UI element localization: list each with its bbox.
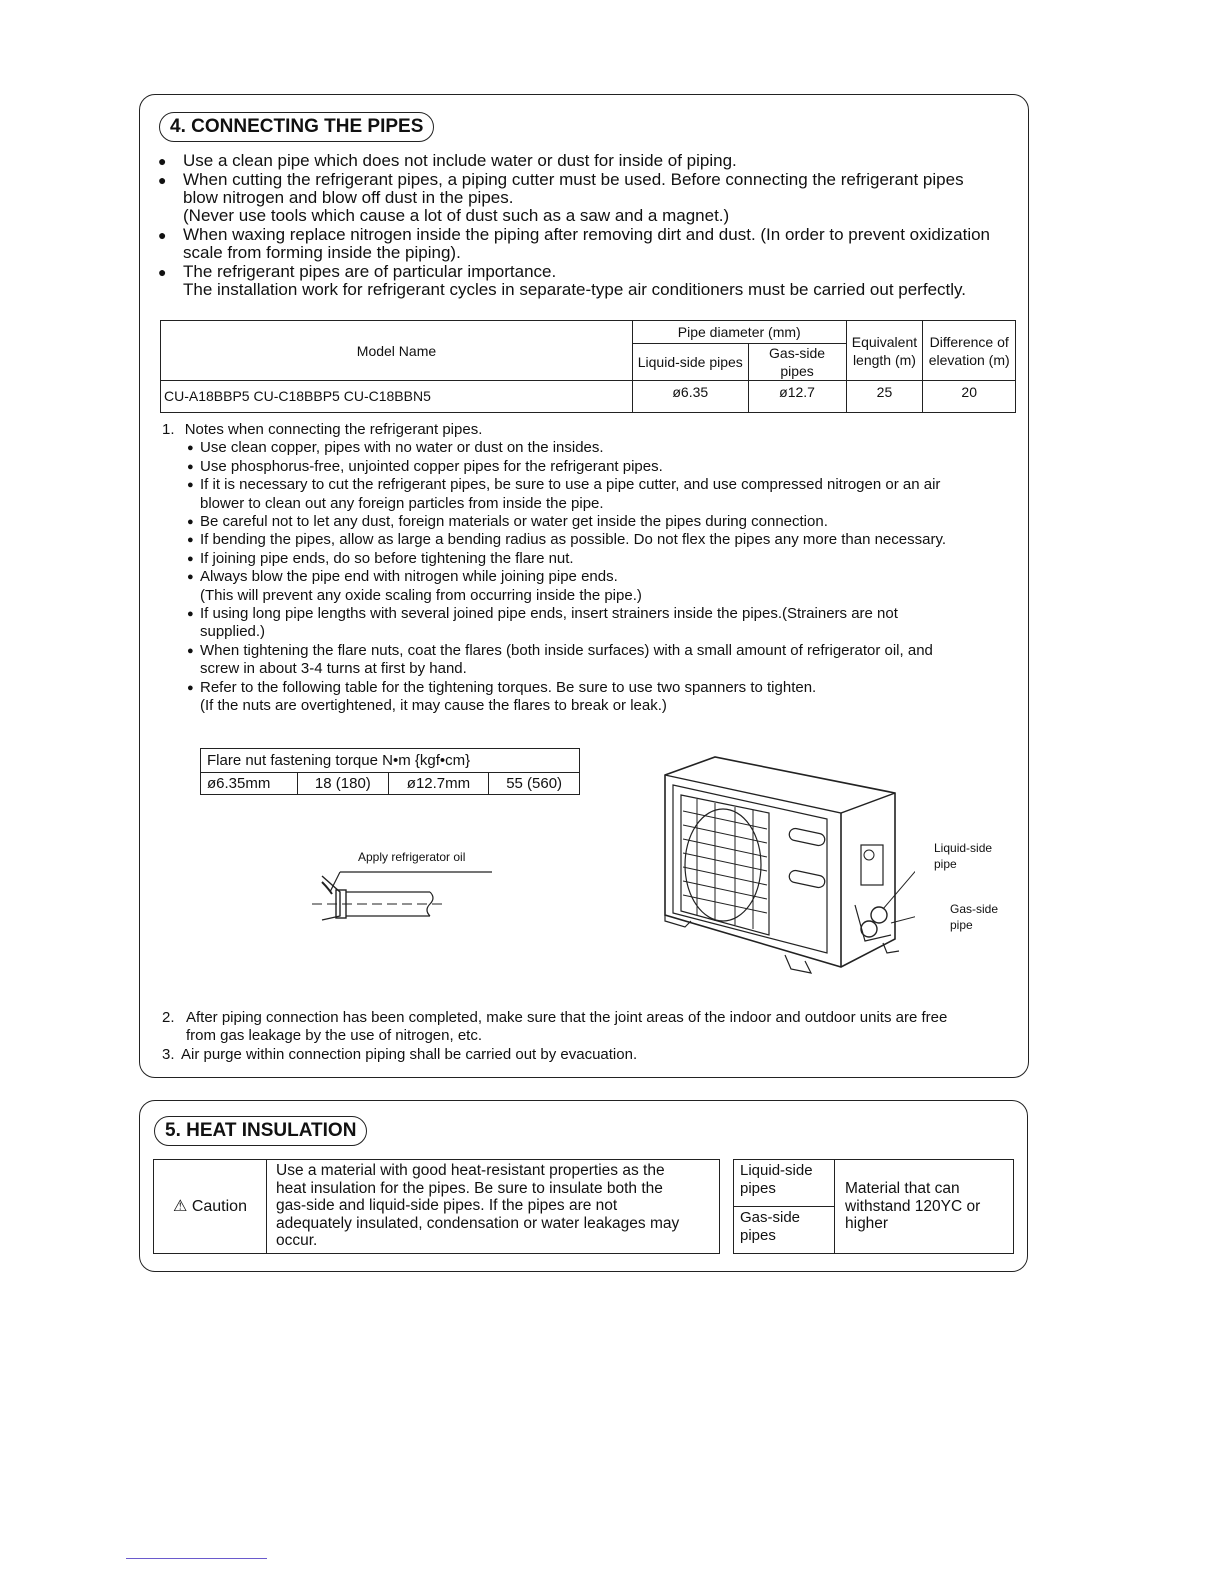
liquid-pipe-label: Liquid-side pipe (934, 841, 993, 871)
torque-size-large: ø12.7mm (388, 773, 489, 795)
flare-torque-table (200, 748, 580, 795)
torque-value-large: 55 (560) (489, 773, 580, 795)
bullet-clean-pipe: ● Use a clean pipe which does not include water or dust for inside of piping. (158, 151, 737, 170)
model-name-header: Model Name (161, 321, 633, 381)
note-sub-item: ● Use phosphorus-free, unjointed copper pipes for the refrigerant pipes. (187, 457, 663, 475)
torque-size-small: ø6.35mm (201, 773, 298, 795)
note-2: 2. After piping connection has been completed, make sure that the joint areas of the indoor and outdoor units are free from gas leakage by the use of nitrogen, etc. (162, 1009, 948, 1045)
model-list: CU-A18BBP5 CU-C18BBP5 CU-C18BBN5 (161, 381, 633, 413)
bullet-cutting: ● When cutting the refrigerant pipes, a piping cutter must be used. Before connecting the refrigerant pipes blow nitrogen and blow off dust in the pipes. (Never use tools which cause a lot of dust such as a saw and a magnet.) (158, 170, 964, 225)
section-5-heading: 5. HEAT INSULATION (154, 1116, 367, 1146)
caution-cell: ⚠ Caution (154, 1160, 267, 1254)
note-sub-item: ● If bending the pipes, allow as large a bending radius as possible. Do not flex the pipes any more than necessary. (187, 531, 947, 549)
caution-text: Use a material with good heat-resistant properties as the heat insulation for the pipes. Be sure to insulate both the gas-side and liquid-side pipes. If the pipes are not adequately insulated, condensation or water leakages may occur. (267, 1160, 720, 1254)
elevation-header: Difference of elevation (m) (923, 321, 1016, 381)
pipe-connection-notes (162, 421, 1018, 716)
gas-pipe-label: Gas-side pipe (950, 902, 999, 932)
caution-table (153, 1159, 720, 1254)
liquid-pipes-cell: Liquid-side pipes (734, 1160, 835, 1207)
bullet-importance: ● The refrigerant pipes are of particular importance. The installation work for refrigerant cycles in separate-type air conditioners must be carried out perfectly. (158, 262, 966, 299)
material-requirement: Material that can withstand 120YC or higher (835, 1160, 1014, 1254)
note-sub-item: ● Always blow the pipe end with nitrogen while joining pipe ends. (This will prevent any oxide scaling from occurring inside the pipe.) (187, 568, 642, 604)
gas-pipes-cell: Gas-side pipes (734, 1207, 835, 1254)
section-4-heading: 4. CONNECTING THE PIPES (159, 112, 434, 142)
equivalent-length-value: 25 (846, 381, 923, 413)
liquid-diameter: ø6.35 (632, 381, 748, 413)
note-sub-item: ● If using long pipe lengths with several joined pipe ends, insert strainers inside the pipes.(Strainers are not supplied.) (187, 605, 898, 641)
notes-after-connection (162, 1009, 1022, 1064)
warning-icon: ⚠ (173, 1197, 188, 1215)
note-sub-item: ● Use clean copper, pipes with no water or dust on the insides. (187, 439, 604, 457)
footer-underline (126, 1558, 267, 1559)
gas-diameter: ø12.7 (748, 381, 846, 413)
note-sub-item: ● When tightening the flare nuts, coat the flares (both inside surfaces) with a small amount of refrigerator oil, and screw in about 3-4 turns at first by hand. (187, 641, 933, 678)
apply-oil-label: Apply refrigerator oil (358, 850, 466, 864)
gas-side-header: Gas-side pipes (748, 344, 846, 381)
note-sub-item: ● Be careful not to let any dust, foreign materials or water get inside the pipes during connection. (187, 513, 828, 531)
note-1-heading: 1. Notes when connecting the refrigerant pipes. (162, 421, 483, 438)
outdoor-unit-drawing (655, 755, 915, 980)
note-sub-item: ● Refer to the following table for the tightening torques. Be sure to use two spanners to tighten. (If the nuts are overtightened, it may cause the flares to break or leak.) (187, 678, 817, 715)
note-sub-item: ● If joining pipe ends, do so before tightening the flare nut. (187, 549, 574, 567)
note-sub-item: ● If it is necessary to cut the refrigerant pipes, be sure to use a pipe cutter, and use compressed nitrogen or an air blower to clean out any foreign particles from inside the pipe. (187, 476, 941, 512)
liquid-side-header: Liquid-side pipes (632, 344, 748, 381)
equivalent-length-header: Equivalent length (m) (846, 321, 923, 381)
pipe-diameter-header: Pipe diameter (mm) (632, 321, 846, 344)
note-3: 3. Air purge within connection piping shall be carried out by evacuation. (162, 1045, 638, 1063)
torque-value-small: 18 (180) (298, 773, 389, 795)
bullet-waxing: ● When waxing replace nitrogen inside the piping after removing dirt and dust. (In order to prevent oxidization scale from forming inside the piping). (158, 225, 991, 262)
pipe-spec-table (160, 320, 1016, 413)
elevation-value: 20 (923, 381, 1016, 413)
insulation-material-table (733, 1159, 1014, 1254)
torque-header: Flare nut fastening torque N•m {kgf•cm} (201, 749, 580, 773)
